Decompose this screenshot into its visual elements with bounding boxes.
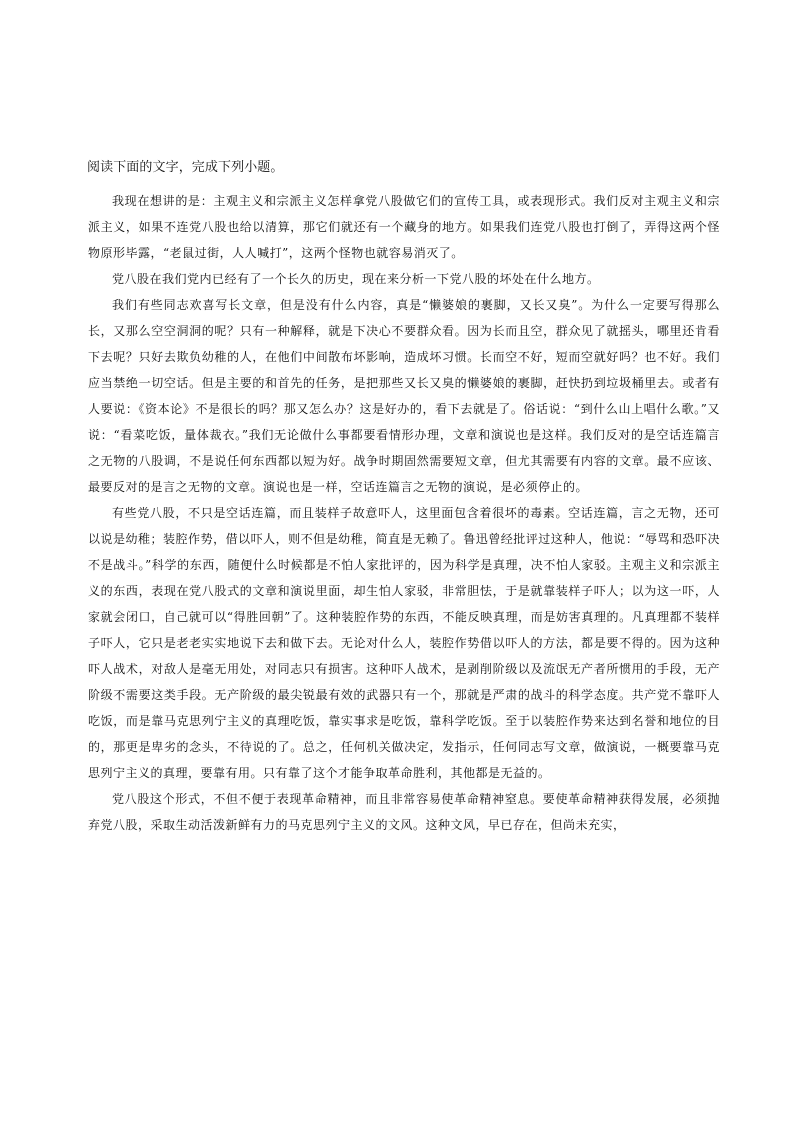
body-paragraph-1: 我现在想讲的是：主观主义和宗派主义怎样拿党八股做它们的宣传工具，或表现形式。我们反对主观主义和宗派主义，如果不连党八股也给以清算，那它们就还有一个藏身的地方。如果我们连党八股也打倒了，弄得这两个怪物原形毕露，“老鼠过街，人人喊打”，这两个怪物也就容易消灭了。	[88, 194, 720, 260]
body-paragraph-5: 党八股这个形式，不但不便于表现革命精神，而且非常容易使革命精神窒息。要使革命精神获得发展，必须抛弃党八股，采取生动活泼新鲜有力的马克思列宁主义的文风。这种文风，早已存在，但尚未充实，	[88, 792, 720, 832]
document-page	[88, 160, 720, 838]
question-instruction: 阅读下面的文字，完成下列小题。	[87, 160, 284, 175]
body-paragraph-4: 有些党八股，不只是空话连篇，而且装样子故意吓人，这里面包含着很坏的毒素。空话连篇，言之无物，还可以说是幼稚；装腔作势，借以吓人，则不但是幼稚，简直是无赖了。鲁迅曾经批评过这种人，他说：“辱骂和恐吓决不是战斗。”科学的东西，随便什么时候都是不怕人家批评的，因为科学是真理，决不怕人家驳。主观主义和宗派主义的东西，表现在党八股式的文章和演说里面，却生怕人家驳，非常胆怯，于是就靠装样子吓人；以为这一吓，人家就会闭口，自己就可以“得胜回朝”了。这种装腔作势的东西，不能反映真理，而是妨害真理的。凡真理都不装样子吓人，它只是老老实实地说下去和做下去。无论对什么人，装腔作势借以吓人的方法，都是要不得的。因为这种吓人战术，对敌人是毫无用处，对同志只有损害。这种吓人战术，是剥削阶级以及流氓无产者所惯用的手段，无产阶级不需要这类手段。无产阶级的最尖锐最有效的武器只有一个，那就是严肃的战斗的科学态度。共产党不靠吓人吃饭，而是靠马克思列宁主义的真理吃饭，靠实事求是吃饭，靠科学吃饭。至于以装腔作势来达到名誉和地位的目的，那更是卑劣的念头，不待说的了。总之，任何机关做决定，发指示，任何同志写文章，做演说，一概要靠马克思列宁主义的真理，要靠有用。只有靠了这个才能争取革命胜利，其他都是无益的。	[88, 506, 720, 780]
body-paragraph-2: 党八股在我们党内已经有了一个长久的历史，现在来分析一下党八股的坏处在什么地方。	[112, 272, 600, 286]
body-paragraph-3: 我们有些同志欢喜写长文章，但是没有什么内容，真是“懒婆娘的裹脚，又长又臭”。为什么一定要写得那么长，又那么空空洞洞的呢？只有一种解释，就是下决心不要群众看。因为长而且空，群众见了就摇头，哪里还肯看下去呢？只好去欺负幼稚的人，在他们中间散布坏影响，造成坏习惯。长而空不好，短而空就好吗？也不好。我们应当禁绝一切空话。但是主要的和首先的任务，是把那些又长又臭的懒婆娘的裹脚，赶快扔到垃圾桶里去。或者有人要说：《资本论》不是很长的吗？那又怎么办？这是好办的，看下去就是了。俗话说：“到什么山上唱什么歌。”又说：“看菜吃饭，量体裁衣。”我们无论做什么事都要看情形办理，文章和演说也是这样。我们反对的是空话连篇言之无物的八股调，不是说任何东西都以短为好。战争时期固然需要短文章，但尤其需要有内容的文章。最不应该、最要反对的是言之无物的文章。演说也是一样，空话连篇言之无物的演说，是必须停止的。	[88, 298, 720, 494]
